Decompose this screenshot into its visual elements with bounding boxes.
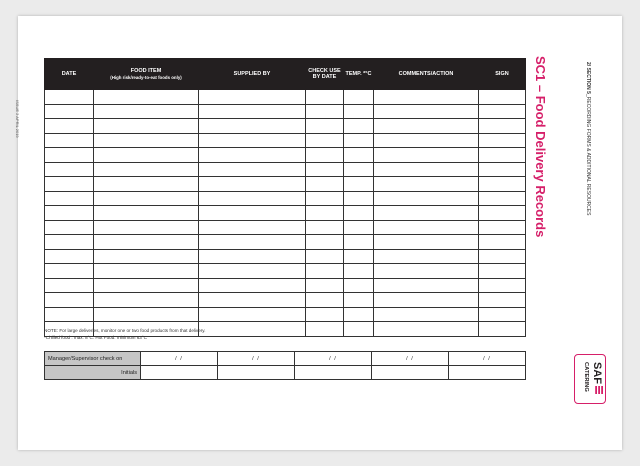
table-cell[interactable]	[45, 206, 94, 221]
table-cell[interactable]	[45, 162, 94, 177]
table-cell[interactable]	[94, 133, 199, 148]
header-check-use-by: CHECK USE BY DATE	[306, 59, 344, 90]
table-cell[interactable]	[94, 191, 199, 206]
table-cell[interactable]	[479, 264, 526, 279]
section-number: 2/	[585, 62, 591, 67]
table-cell[interactable]	[374, 90, 479, 105]
table-cell[interactable]	[306, 104, 344, 119]
table-cell[interactable]	[344, 162, 374, 177]
table-cell[interactable]	[199, 235, 306, 250]
table-cell[interactable]	[344, 293, 374, 308]
table-cell[interactable]	[374, 148, 479, 163]
table-cell[interactable]	[45, 249, 94, 264]
table-cell[interactable]	[306, 264, 344, 279]
table-row	[45, 220, 526, 235]
table-row	[45, 235, 526, 250]
table-cell[interactable]	[306, 307, 344, 322]
table-cell[interactable]	[479, 278, 526, 293]
table-cell[interactable]	[94, 119, 199, 134]
table-cell[interactable]	[45, 278, 94, 293]
table-cell[interactable]	[479, 322, 526, 337]
table-cell[interactable]	[306, 249, 344, 264]
table-row	[45, 119, 526, 134]
table-cell[interactable]	[344, 235, 374, 250]
table-cell[interactable]	[94, 90, 199, 105]
table-cell[interactable]	[374, 177, 479, 192]
table-cell[interactable]	[94, 162, 199, 177]
form-title: SC1 – Food Delivery Records	[533, 56, 548, 238]
check-date-field[interactable]: / /	[218, 352, 295, 366]
logo-mark	[575, 355, 605, 403]
table-cell[interactable]	[344, 322, 374, 337]
table-row	[45, 148, 526, 163]
table-cell[interactable]	[45, 293, 94, 308]
table-cell[interactable]	[199, 119, 306, 134]
table-row	[45, 264, 526, 279]
table-cell[interactable]	[199, 133, 306, 148]
notes	[44, 328, 344, 341]
table-cell[interactable]	[374, 220, 479, 235]
table-cell[interactable]	[199, 278, 306, 293]
initials-field[interactable]	[141, 366, 218, 380]
table-cell[interactable]	[199, 90, 306, 105]
table-cell[interactable]	[306, 293, 344, 308]
manager-check-table	[44, 351, 526, 380]
table-cell[interactable]	[374, 162, 479, 177]
table-cell[interactable]	[344, 278, 374, 293]
table-cell[interactable]	[199, 206, 306, 221]
initials-field[interactable]	[295, 366, 372, 380]
table-row	[45, 249, 526, 264]
section-subtitle: _RECORDING FORMS & ADDITIONAL RESOURCES	[585, 93, 591, 216]
table-cell[interactable]	[199, 293, 306, 308]
check-date-field[interactable]: / /	[372, 352, 449, 366]
table-cell[interactable]	[199, 104, 306, 119]
table-cell[interactable]	[479, 249, 526, 264]
table-cell[interactable]	[374, 249, 479, 264]
table-cell[interactable]	[374, 191, 479, 206]
table-cell[interactable]	[374, 235, 479, 250]
initials-label: Initials	[45, 366, 141, 380]
table-cell[interactable]	[344, 133, 374, 148]
table-cell[interactable]	[45, 177, 94, 192]
table-cell[interactable]	[479, 307, 526, 322]
table-cell[interactable]	[374, 104, 479, 119]
logo-word-bottom: CATERING	[583, 362, 589, 392]
table-cell[interactable]	[199, 264, 306, 279]
table-cell[interactable]	[374, 119, 479, 134]
table-cell[interactable]	[479, 177, 526, 192]
table-cell[interactable]	[344, 148, 374, 163]
delivery-log-table	[44, 58, 526, 337]
table-cell[interactable]	[94, 177, 199, 192]
table-cell[interactable]	[344, 206, 374, 221]
table-cell[interactable]	[199, 191, 306, 206]
table-row	[45, 104, 526, 119]
safe-catering-logo	[574, 354, 606, 404]
table-cell[interactable]	[374, 293, 479, 308]
header-temp: TEMP. *°C	[344, 59, 374, 90]
section-heading	[585, 62, 591, 215]
table-cell[interactable]	[479, 133, 526, 148]
initials-field[interactable]	[218, 366, 295, 380]
logo-word-top: SAF	[591, 362, 603, 384]
table-row	[45, 162, 526, 177]
table-cell[interactable]	[479, 206, 526, 221]
table-cell[interactable]	[94, 307, 199, 322]
table-cell[interactable]	[479, 162, 526, 177]
initials-row	[45, 366, 526, 380]
issue-date: ISSUE 2 APRIL 2019	[15, 100, 20, 138]
table-cell[interactable]	[45, 119, 94, 134]
table-cell[interactable]	[199, 162, 306, 177]
table-cell[interactable]	[94, 278, 199, 293]
table-cell[interactable]	[199, 249, 306, 264]
table-cell[interactable]	[344, 307, 374, 322]
initials-field[interactable]	[449, 366, 526, 380]
table-row	[45, 278, 526, 293]
table-cell[interactable]	[306, 206, 344, 221]
table-row	[45, 191, 526, 206]
table-cell[interactable]	[45, 220, 94, 235]
table-cell[interactable]	[94, 235, 199, 250]
header-food-item: FOOD ITEM (High risk/ready-to-eat foods only)	[94, 59, 199, 90]
table-cell[interactable]	[344, 104, 374, 119]
header-supplied-by: SUPPLIED BY	[199, 59, 306, 90]
table-cell[interactable]	[479, 148, 526, 163]
table-cell[interactable]	[306, 148, 344, 163]
table-cell[interactable]	[306, 177, 344, 192]
table-cell[interactable]	[45, 90, 94, 105]
table-cell[interactable]	[374, 264, 479, 279]
table-cell[interactable]	[94, 293, 199, 308]
table-cell[interactable]	[344, 191, 374, 206]
manager-check-row	[45, 352, 526, 366]
table-cell[interactable]	[94, 148, 199, 163]
table-cell[interactable]	[94, 249, 199, 264]
table-cell[interactable]	[199, 148, 306, 163]
table-row	[45, 90, 526, 105]
table-cell[interactable]	[374, 307, 479, 322]
table-cell[interactable]	[479, 191, 526, 206]
header-comments: COMMENTS/ACTION	[374, 59, 479, 90]
table-cell[interactable]	[306, 191, 344, 206]
table-cell[interactable]	[374, 322, 479, 337]
table-cell[interactable]	[45, 307, 94, 322]
header-row	[45, 59, 526, 90]
table-cell[interactable]	[306, 220, 344, 235]
table-cell[interactable]	[479, 104, 526, 119]
table-cell[interactable]	[344, 119, 374, 134]
table-cell[interactable]	[344, 220, 374, 235]
table-cell[interactable]	[479, 119, 526, 134]
section-name: SECTION 5	[585, 67, 591, 94]
table-cell[interactable]	[344, 90, 374, 105]
table-cell[interactable]	[344, 264, 374, 279]
initials-field[interactable]	[372, 366, 449, 380]
table-cell[interactable]	[306, 235, 344, 250]
table-cell[interactable]	[45, 133, 94, 148]
table-row	[45, 206, 526, 221]
table-row	[45, 293, 526, 308]
table-cell[interactable]	[344, 249, 374, 264]
table-cell[interactable]	[344, 177, 374, 192]
header-date: DATE	[45, 59, 94, 90]
table-row	[45, 177, 526, 192]
table-cell[interactable]	[45, 104, 94, 119]
table-cell[interactable]	[45, 264, 94, 279]
table-cell[interactable]	[45, 191, 94, 206]
check-date-field[interactable]: / /	[295, 352, 372, 366]
table-cell[interactable]	[479, 293, 526, 308]
table-cell[interactable]	[306, 90, 344, 105]
table-cell[interactable]	[479, 90, 526, 105]
table-cell[interactable]	[199, 177, 306, 192]
header-food-item-note: (High risk/ready-to-eat foods only)	[110, 74, 182, 80]
table-cell[interactable]	[306, 133, 344, 148]
table-cell[interactable]	[374, 206, 479, 221]
table-row	[45, 307, 526, 322]
table-row	[45, 133, 526, 148]
table-cell[interactable]	[45, 235, 94, 250]
table-cell[interactable]	[94, 206, 199, 221]
table-cell[interactable]	[374, 133, 479, 148]
manager-check-label: Manager/Supervisor check on	[45, 352, 141, 366]
table-cell[interactable]	[45, 148, 94, 163]
table-cell[interactable]	[479, 220, 526, 235]
table-cell[interactable]	[94, 220, 199, 235]
header-sign: SIGN	[479, 59, 526, 90]
note-temperatures: *Chilled food : max. 8°C. Hot Food: minimum 63°C	[44, 334, 147, 340]
table-cell[interactable]	[374, 278, 479, 293]
check-date-field[interactable]: / /	[449, 352, 526, 366]
table-cell[interactable]	[479, 235, 526, 250]
table-cell[interactable]	[306, 119, 344, 134]
table-cell[interactable]	[306, 278, 344, 293]
table-cell[interactable]	[199, 220, 306, 235]
check-date-field[interactable]: / /	[141, 352, 218, 366]
table-cell[interactable]	[306, 162, 344, 177]
table-cell[interactable]	[94, 264, 199, 279]
table-cell[interactable]	[94, 104, 199, 119]
note-large-deliveries: NOTE: For large deliveries, monitor one or two food products from that delivery.	[44, 328, 206, 333]
table-cell[interactable]	[199, 307, 306, 322]
